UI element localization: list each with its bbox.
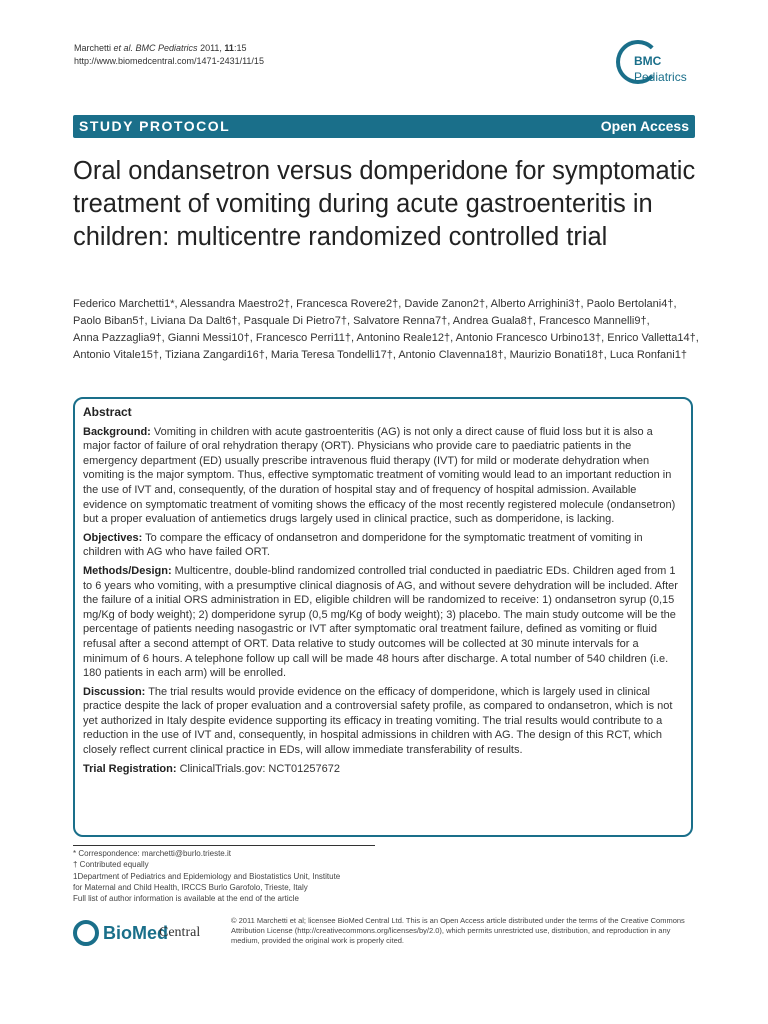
abstract-box bbox=[73, 397, 693, 837]
biomed-central-logo bbox=[73, 918, 223, 948]
citation-journal: et al. BMC Pediatrics bbox=[113, 43, 198, 53]
footnote-more-info: Full list of author information is available at the end of the article bbox=[73, 894, 299, 904]
citation-author: Marchetti bbox=[74, 43, 112, 53]
citation-year: 2011, bbox=[197, 43, 225, 53]
author-line: Anna Pazzaglia9†, Gianni Messi10†, Francesco Perri11†, Antonino Reale12†, Antonio Francesco Urbino13†, Enrico Valletta14†, bbox=[73, 332, 699, 344]
section-label: Methods/Design: bbox=[83, 564, 172, 577]
section-label: Trial Registration: bbox=[83, 762, 177, 775]
section-text: Vomiting in children with acute gastroenteritis (AG) is not only a direct cause of fluid loss but it is also a major factor of failure of oral rehydration therapy (ORT). Physicians who provide care to paediatric patients in the emergency department (ED) usually prescribe intravenous fluid therapy (IVT) for mild or moderate dehydration when vomiting is the major symptom. Thus, effective symptomatic treatment of vomiting would lead to an important reduction in the use of IVT and, consequently, of the duration of hospital stay and of frequency of hospital admission. Available evidence on symptomatic treatment of vomiting shows the efficacy of the most recently registered molecule (ondansetron) but a proper evaluation of antiemetics drugs largely used in clinical practice, such as domperidone, is lacking. bbox=[83, 425, 676, 526]
author-list bbox=[73, 296, 703, 364]
logo-biomed: BioMed bbox=[103, 923, 168, 943]
section-text: To compare the efficacy of ondansetron and domperidone for the symptomatic treatment of vomiting in children with AG who have failed ORT. bbox=[83, 531, 643, 559]
citation-volume: 11 bbox=[224, 43, 234, 53]
abstract-trial-registration bbox=[83, 762, 683, 777]
footnote-divider bbox=[73, 845, 375, 846]
abstract-objectives bbox=[83, 531, 683, 560]
section-text: The trial results would provide evidence on the efficacy of domperidone, which is largely used in clinical practice despite the lack of proper evaluation and a controversial safety profile, as compared to ondansetron, which is not yet authorized in Italy despite evidence supporting its efficacy in treating vomiting. The trial results would contribute to a reduction in the use of IVT and, consequently, in hospital admissions in children with AG. The design of this RCT, which closely reflect current clinical practice in EDs, will allow immediate transferability of results. bbox=[83, 685, 673, 757]
section-label: Background: bbox=[83, 425, 151, 438]
abstract-discussion bbox=[83, 685, 683, 758]
footnote-affiliation-cont: for Maternal and Child Health, IRCCS Burlo Garofolo, Trieste, Italy bbox=[73, 882, 308, 892]
citation bbox=[74, 42, 264, 68]
citation-page: :15 bbox=[233, 43, 247, 53]
article-title: Oral ondansetron versus domperidone for symptomatic treatment of vomiting during acute gastroenteritis in children: multicentre randomized controlled trial bbox=[73, 157, 696, 251]
citation-url[interactable]: http://www.biomedcentral.com/1471-2431/11/15 bbox=[74, 56, 264, 66]
author-line: Federico Marchetti1*, Alessandra Maestro2†, Francesca Rovere2†, Davide Zanon2†, Alberto Arrighini3†, Paolo Bertolani4†, bbox=[73, 298, 677, 310]
abstract-background bbox=[83, 425, 683, 527]
footnotes bbox=[73, 848, 393, 904]
logo-line2: Pediatrics bbox=[634, 70, 687, 84]
logo-line1: BMC bbox=[634, 54, 662, 68]
logo-central: Central bbox=[159, 925, 201, 940]
citation-line bbox=[74, 42, 264, 55]
footnote-contributed: † Contributed equally bbox=[73, 860, 149, 870]
abstract-methods bbox=[83, 564, 683, 681]
section-label: Discussion: bbox=[83, 685, 146, 698]
section-text: Multicentre, double-blind randomized controlled trial conducted in paediatric EDs. Children aged from 1 to 6 years who vomiting, with a presumptive clinical diagnosis of AG, and without severe dehydration will be included. After the failure of a initial ORS administration in ED, eligible children will be randomized to receive: 1) ondansetron syrup (0,15 mg/Kg of body weight); 2) domperidone syrup (0,5 mg/Kg of body weight); 3) placebo. The main study outcome will be the percentage of patients needing nasogastric or IVT after symptomatic oral treatment failure, defined as vomiting or fluid refusal after a second attempt of ORT. Data relative to study outcomes will be collected at 30 minute intervals for a minimum of 6 hours. A telephone follow up call will be made 48 hours after discharge. A total number of 540 children (i.e. 180 patients in each arm) will be enrolled. bbox=[83, 564, 678, 680]
section-text: ClinicalTrials.gov: NCT01257672 bbox=[176, 762, 340, 775]
biomed-circle-icon bbox=[73, 920, 99, 946]
license-text: © 2011 Marchetti et al; licensee BioMed Central Ltd. This is an Open Access article distributed under the terms of the Creative Commons Attribution License (http://creativecommons.org/licenses/by/2.0), which permits unrestricted use, distribution, and reproduction in any medium, provided the original work is properly cited. bbox=[231, 916, 685, 945]
footnote-correspondence: * Correspondence: marchetti@burlo.trieste.it bbox=[73, 849, 231, 858]
abstract-content bbox=[83, 405, 683, 780]
author-line: Antonio Vitale15†, Tiziana Zangardi16†, Maria Teresa Tondelli17†, Antonio Clavenna18†, Maurizio Bonati18†, Luca Ronfani1† bbox=[73, 349, 687, 361]
open-access-label: Open Access bbox=[600, 118, 689, 134]
article-type-banner bbox=[73, 115, 695, 138]
abstract-heading: Abstract bbox=[83, 405, 132, 419]
section-label: Objectives: bbox=[83, 531, 143, 544]
footnote-affiliation: 1Department of Pediatrics and Epidemiology and Biostatistics Unit, Institute bbox=[73, 871, 341, 881]
author-line: Paolo Biban5†, Liviana Da Dalt6†, Pasquale Di Pietro7†, Salvatore Renna7†, Andrea Guala8†, Francesco Mannelli9†, bbox=[73, 315, 650, 327]
journal-logo bbox=[616, 40, 696, 100]
article-type-label: STUDY PROTOCOL bbox=[79, 118, 231, 134]
